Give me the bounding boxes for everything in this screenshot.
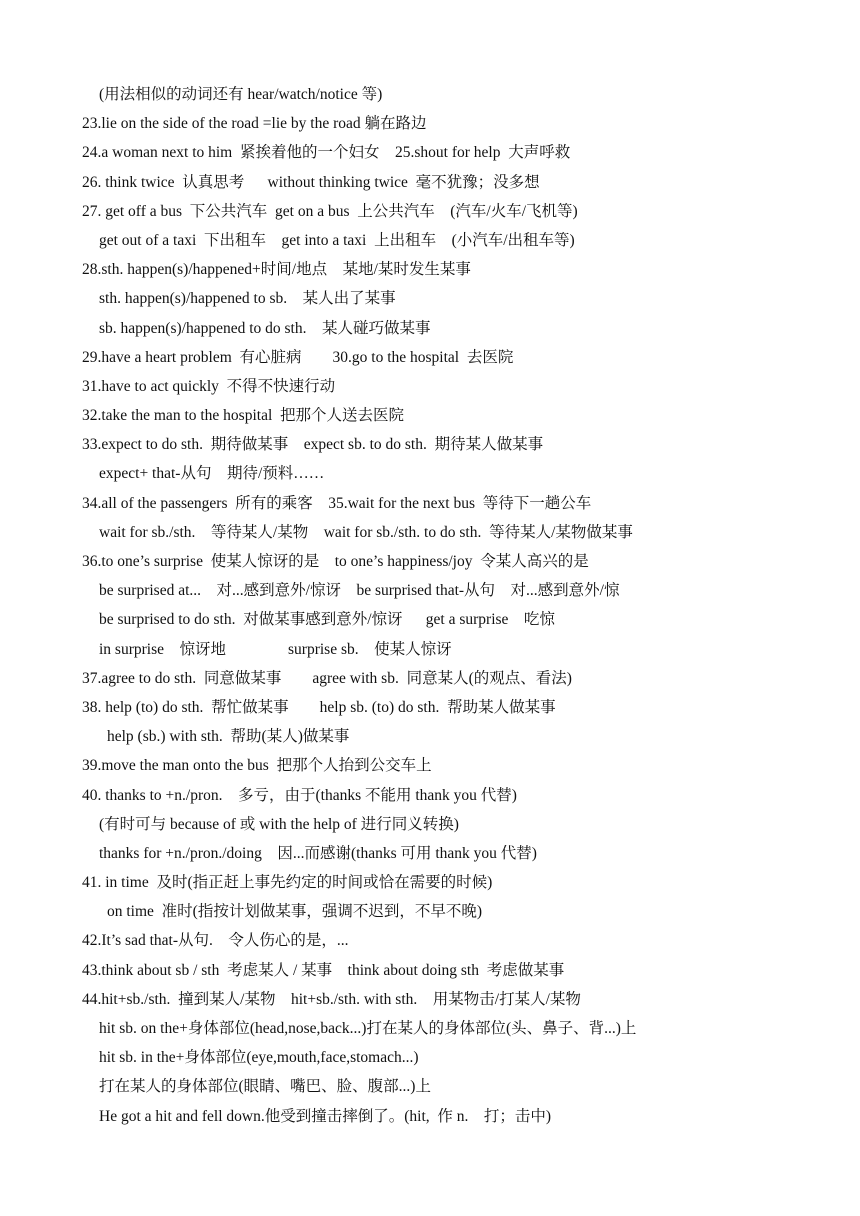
text-line: 37.agree to do sth. 同意做某事 agree with sb. 同意某人(的观点、看法): [82, 669, 572, 687]
text-line: 打在某人的身体部位(眼睛、嘴巴、脸、腹部...)上: [99, 1078, 431, 1096]
text-line: be surprised to do sth. 对做某事感到意外/惊讶 get a surprise 吃惊: [99, 611, 555, 629]
text-line: expect+ that-从句 期待/预料……: [99, 465, 325, 483]
text-line: help (sb.) with sth. 帮助(某人)做某事: [107, 728, 350, 746]
text-line: hit sb. in the+身体部位(eye,mouth,face,stomach...): [99, 1049, 419, 1067]
text-line: hit sb. on the+身体部位(head,nose,back...)打在某人的身体部位(头、鼻子、背...)上: [99, 1020, 637, 1037]
text-line: on time 准时(指按计划做某事，强调不迟到，不早不晚): [107, 903, 482, 921]
text-line: sth. happen(s)/happened to sb. 某人出了某事: [99, 290, 396, 308]
text-line: wait for sb./sth. 等待某人/某物 wait for sb./sth. to do sth. 等待某人/某物做某事: [99, 523, 633, 541]
text-line: He got a hit and fell down.他受到撞击摔倒了。(hit, 作 n. 打；击中): [99, 1107, 552, 1125]
text-line: 39.move the man onto the bus 把那个人抬到公交车上: [82, 757, 432, 775]
text-line: sb. happen(s)/happened to do sth. 某人碰巧做某事: [99, 319, 431, 337]
text-line: 40. thanks to +n./pron. 多亏，由于(thanks 不能用 thank you 代替): [82, 786, 517, 804]
text-line: 24.a woman next to him 紧挨着他的一个妇女 25.shout for help 大声呼救: [82, 144, 571, 162]
text-line: 26. think twice 认真思考 without thinking twice 毫不犹豫；没多想: [82, 173, 540, 191]
text-line: get out of a taxi 下出租车 get into a taxi 上出租车 (小汽车/出租车等): [99, 231, 575, 249]
text-line: 33.expect to do sth. 期待做某事 expect sb. to do sth. 期待某人做某事: [82, 436, 544, 454]
text-line: 38. help (to) do sth. 帮忙做某事 help sb. (to) do sth. 帮助某人做某事: [82, 698, 556, 716]
text-line: 43.think about sb / sth 考虑某人 / 某事 think about doing sth 考虑做某事: [82, 961, 565, 979]
text-line: 27. get off a bus 下公共汽车 get on a bus 上公共汽车 (汽车/火车/飞机等): [82, 202, 578, 220]
text-line: in surprise 惊讶地 surprise sb. 使某人惊讶: [99, 640, 452, 658]
text-line: 42.It’s sad that-从句. 令人伤心的是，...: [82, 932, 349, 950]
text-line: 36.to one’s surprise 使某人惊讶的是 to one’s happiness/joy 令某人高兴的是: [82, 553, 589, 570]
text-line: (用法相似的动词还有 hear/watch/notice 等): [99, 86, 383, 103]
text-line: 31.have to act quickly 不得不快速行动: [82, 377, 336, 395]
text-line: be surprised at... 对...感到意外/惊讶 be surprised that-从句 对...感到意外/惊: [99, 582, 620, 600]
text-line: 29.have a heart problem 有心脏病 30.go to the hospital 去医院: [82, 348, 514, 366]
text-line: 44.hit+sb./sth. 撞到某人/某物 hit+sb./sth. with sth. 用某物击/打某人/某物: [82, 990, 581, 1008]
text-line: 41. in time 及时(指正赶上事先约定的时间或恰在需要的时候): [82, 874, 493, 892]
text-line: (有时可与 because of 或 with the help of 进行同义转换): [99, 815, 459, 833]
text-line: 32.take the man to the hospital 把那个人送去医院: [82, 407, 405, 425]
text-line: 23.lie on the side of the road =lie by the road 躺在路边: [82, 115, 427, 133]
text-line: 28.sth. happen(s)/happened+时间/地点 某地/某时发生某事: [82, 261, 471, 279]
text-line: 34.all of the passengers 所有的乘客 35.wait for the next bus 等待下一趟公车: [82, 494, 592, 512]
text-body: [82, 80, 822, 1131]
text-line: thanks for +n./pron./doing 因...而感谢(thanks 可用 thank you 代替): [99, 844, 537, 862]
